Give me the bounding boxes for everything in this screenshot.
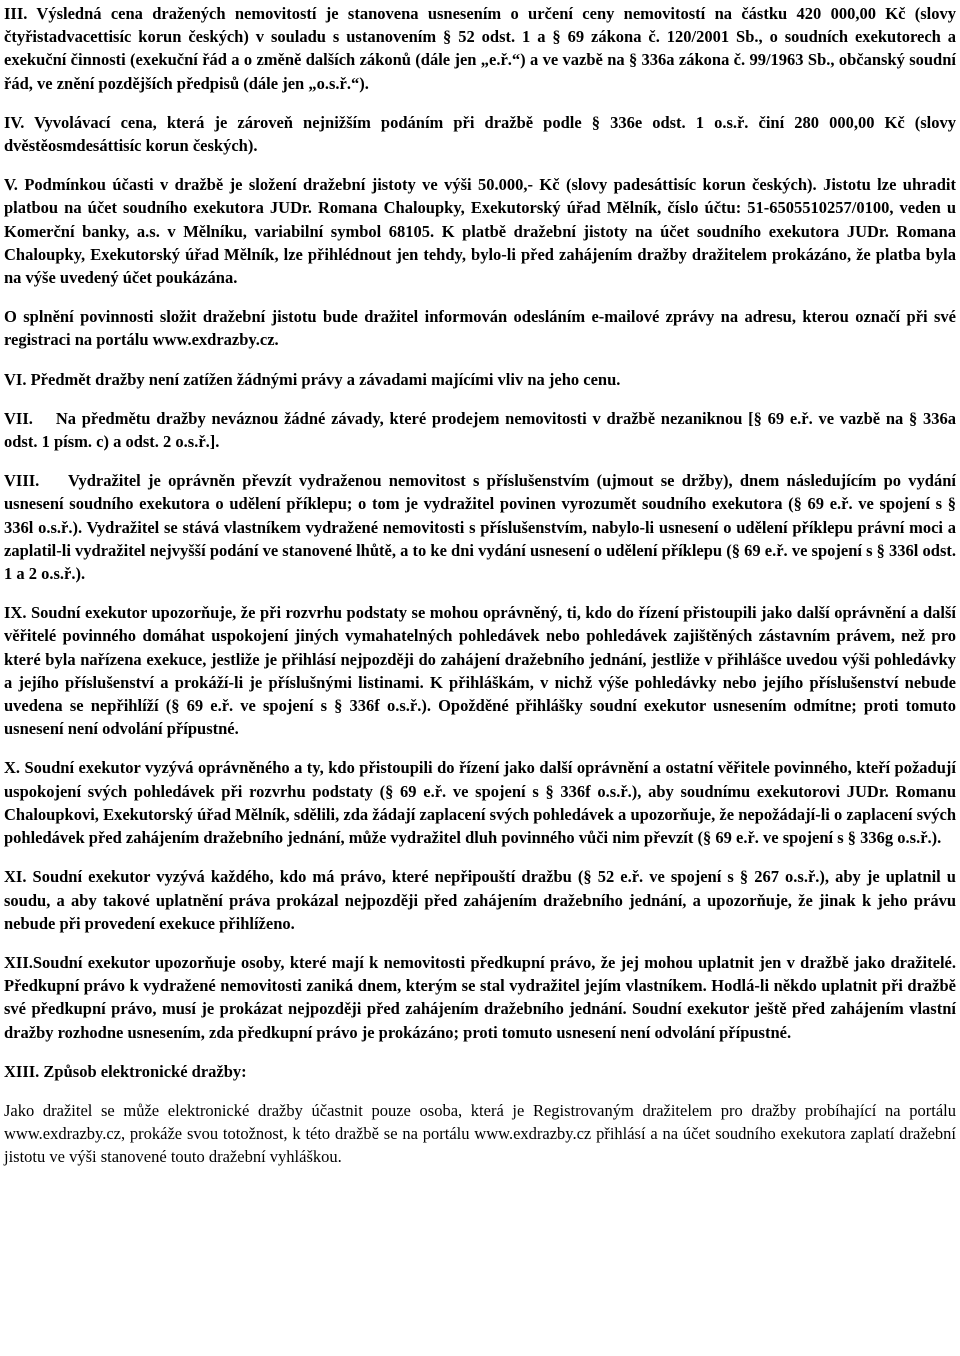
section-iv: IV. Vyvolávací cena, která je zároveň nejnižším podáním při dražbě podle § 336e odst. 1 o.s.ř. činí 280 000,00 Kč (slovy dvěstěosmdesáttisíc korun českých). [4, 112, 956, 156]
section-xiii-heading: XIII. Způsob elektronické dražby: [4, 1061, 247, 1081]
section-vii: VII. Na předmětu dražby neváznou žádné závady, které prodejem nemovitosti v dražbě nezaniknou [§ 69 e.ř. ve vazbě na § 336a odst. 1 písm. c) a odst. 2 o.s.ř.]. [4, 408, 960, 452]
section-vi: VI. Předmět dražby není zatížen žádnými právy a závadami majícími vliv na jeho cenu. [4, 369, 621, 389]
section-xiii-text: Jako dražitel se může elektronické dražby účastnit pouze osoba, která je Registrovaným dražitelem pro dražby probíhající na portálu www.exdrazby.cz, prokáže svou totožnost, k této dražbě se na portálu www.exdrazby.cz přihlásí a na účet soudního exekutora zaplatí dražební jistotu ve výši stanovené touto dražební vyhláškou. [4, 1100, 956, 1167]
section-ix: IX. Soudní exekutor upozorňuje, že při rozvrhu podstaty se mohou oprávněný, ti, kdo do řízení přistoupili jako další oprávnění a další věřitelé povinného domáhat uspokojení jiných vymahatelných pohledávek nebo pohledávek zajištěných zástavním právem, než pro které byla nařízena exekuce, jestliže je přihlásí nejpozději do zahájení dražebního jednání, jestliže v přihlášce uvedou výši pohledávky a jejího příslušenství a prokáží-li je příslušnými listinami. K přihláškám, v nichž výše pohledávky nebo jejího příslušenství nebude uvedena se nepřihlíží (§ 69 e.ř. ve spojení s § 336f o.s.ř.). Opožděné přihlášky soudní exekutor usnesením odmítne; proti tomuto usnesení není odvolání přípustné. [4, 603, 956, 739]
section-xi: XI. Soudní exekutor vyzývá každého, kdo má právo, které nepřipouští dražbu (§ 52 e.ř. ve spojení s § 267 o.s.ř.), aby je uplatnil u soudu, a aby takové uplatnění práva prokázal nejpozději před zahájením dražebního jednání, a upozorňuje, že jinak k jeho právu nebude při provedení exekuce přihlíženo. [4, 867, 956, 933]
section-v-note: O splnění povinnosti složit dražební jistotu bude dražitel informován odesláním e-mailové zprávy na adresu, kterou označí při své registraci na portálu www.exdrazby.cz. [4, 307, 956, 350]
section-xii: XII.Soudní exekutor upozorňuje osoby, které mají k nemovitosti předkupní právo, že jej mohou uplatnit jen v dražbě jako dražitelé. Předkupní právo k vydražené nemovitosti zaniká dnem, kterým se stal vydražitel jejím vlastníkem. Hodlá-li někdo uplatnit při dražbě své předkupní právo, musí je prokázat nejpozději před zahájením dražebního jednání. Soudní exekutor ještě před zahájením vlastní dražby rozhodne usnesením, zda předkupní právo je prokázáno; proti tomuto usnesení není odvolání přípustné. [4, 952, 956, 1042]
section-v: V. Podmínkou účasti v dražbě je složení dražební jistoty ve výši 50.000,- Kč (slovy padesáttisíc korun českých). Jistotu lze uhradit platbou na účet soudního exekutora JUDr. Romana Chaloupky, Exekutorský úřad Mělník, číslo účtu: 51-6505510257/0100, veden u Komerční banky, a.s. v Mělníku, variabilní symbol 68105. K platbě dražební jistoty na účet soudního exekutora JUDr. Romana Chaloupky, Exekutorský úřad Mělník, lze přihlédnout jen tehdy, bylo-li před zahájením dražby dražitelem prokázáno, že platba byla na výše uvedený účet poukázána. [4, 175, 956, 288]
section-iii: III. Výsledná cena dražených nemovitostí je stanovena usnesením o určení ceny nemovitostí na částku 420 000,00 Kč (slovy čtyřistadvacettisíc korun českých) v souladu s ustanovením § 52 odst. 1 a § 69 zákona č. 120/2001 Sb., o soudních exekutorech a exekuční činnosti (exekuční řád a o změně dalších zákonů (dále jen „e.ř.“) a ve vazbě na § 336a zákona č. 99/1963 Sb., občanský soudní řád, ve znění pozdějších předpisů (dále jen „o.s.ř.“). [4, 4, 956, 93]
section-x: X. Soudní exekutor vyzývá oprávněného a ty, kdo přistoupili do řízení jako další oprávnění a ostatní věřitele povinného, kteří požadují uspokojení svých pohledávek při rozvrhu podstaty (§ 69 e.ř. ve spojení s § 336f o.s.ř.), aby soudnímu exekutorovi JUDr. Romanu Chaloupkovi, Exekutorský úřad Mělník, sdělili, zda žádají zaplacení svých pohledávek a upozorňuje, že nepožádají-li o zaplacení svých pohledávek před zahájením dražebního jednání, může vydražitel dluh povinného vůči nim převzít (§ 69 e.ř. ve spojení s § 336g o.s.ř.). [4, 758, 956, 848]
document-page [4, 2, 960, 1169]
section-viii: VIII. Vydražitel je oprávněn převzít vydraženou nemovitost s příslušenstvím (ujmout se držby), dnem následujícím po vydání usnesení soudního exekutora o udělení příklepu; o tom je vydražitel povinen vyrozumět soudního exekutora (§ 69 e.ř. ve spojení s § 336l o.s.ř.). Vydražitel se stává vlastníkem vydražené nemovitosti s příslušenstvím, nabylo-li usnesení o udělení příklepu právní moci a zaplatil-li vydražitel nejvyšší podání ve stanovené lhůtě, a to ke dni vydání usnesení o udělení příklepu (§ 69 e.ř. ve spojení s § 336l odst. 1 a 2 o.s.ř.). [4, 471, 960, 584]
